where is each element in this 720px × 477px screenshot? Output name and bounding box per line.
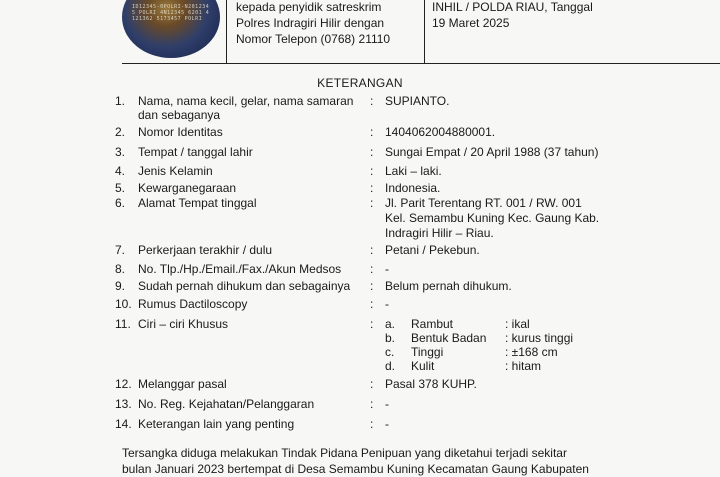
item-value: Petani / Pekebun. [385, 243, 480, 257]
item-colon: : [370, 317, 374, 331]
ciri-key: Tinggi [411, 345, 444, 359]
item-value: Sungai Empat / 20 April 1988 (37 tahun) [385, 145, 599, 159]
ciri-value: : hitam [505, 359, 542, 373]
header-date-line: 19 Maret 2025 [432, 16, 510, 30]
item-colon: : [370, 125, 374, 139]
item-value: Indonesia. [385, 181, 441, 195]
item-colon: : [370, 279, 374, 293]
item-number: 1. [115, 94, 126, 108]
item-colon: : [370, 397, 374, 411]
item-label: Alamat Tempat tinggal [138, 196, 257, 210]
item-label [138, 94, 370, 122]
item-number: 9. [115, 279, 126, 293]
narrative-paragraph [122, 445, 720, 477]
ciri-key: Bentuk Badan [411, 331, 487, 345]
item-number: 6. [115, 196, 126, 210]
item-label: Kewarganegaraan [138, 181, 237, 195]
item-colon: : [370, 196, 374, 210]
header-divider-right [424, 0, 425, 64]
header-place-date-line: INHIL / POLDA RIAU, Tanggal [432, 0, 593, 14]
item-value: - [385, 397, 389, 411]
item-value: 1404062004880001. [385, 125, 496, 139]
item-label-line: dan sebaganya [138, 108, 221, 122]
header-table [0, 0, 720, 64]
item-number: 14. [115, 417, 132, 431]
item-value [385, 196, 615, 241]
item-label: No. Reg. Kejahatan/Pelanggaran [138, 397, 315, 411]
item-colon: : [370, 164, 374, 178]
ciri-key: Rambut [411, 317, 454, 331]
item-label: Melanggar pasal [138, 377, 227, 391]
photo-stamp [122, 0, 220, 58]
item-label: Sudah pernah dihukum dan sebagainya [138, 279, 351, 293]
address-line: Indragiri Hilir – Riau. [385, 226, 494, 240]
item-number: 3. [115, 145, 126, 159]
item-number: 8. [115, 262, 126, 276]
ciri-key: Kulit [411, 359, 435, 373]
item-label: Keterangan lain yang penting [138, 417, 295, 431]
item-number: 5. [115, 181, 126, 195]
address-line: Kel. Semambu Kuning Kec. Gaung Kab. [385, 211, 600, 225]
header-middle-line: Polres Indragiri Hilir dengan [236, 16, 385, 30]
ciri-value: : ±168 cm [505, 345, 558, 359]
paragraph-line: Tersangka diduga melakukan Tindak Pidana Penipuan yang diketahui terjadi sekitar [122, 446, 567, 460]
item-value: - [385, 297, 389, 311]
item-colon: : [370, 262, 374, 276]
item-number: 4. [115, 164, 126, 178]
address-line: Jl. Parit Terentang RT. 001 / RW. 001 [385, 196, 582, 210]
item-value: Laki – laki. [385, 164, 442, 178]
item-value: SUPIANTO. [385, 94, 450, 108]
item-colon: : [370, 181, 374, 195]
item-label: Jenis Kelamin [138, 164, 213, 178]
item-colon: : [370, 417, 374, 431]
item-label: Rumus Dactiloscopy [138, 297, 248, 311]
item-value: Pasal 378 KUHP. [385, 377, 477, 391]
ciri-value: : ikal [505, 317, 530, 331]
item-colon: : [370, 377, 374, 391]
paragraph-line: bulan Januari 2023 bertempat di Desa Semambu Kuning Kecamatan Gaung Kabupaten [122, 462, 589, 476]
item-number: 10. [115, 297, 132, 311]
ciri-letter: b. [385, 331, 396, 345]
ciri-value: : kurus tinggi [505, 331, 574, 345]
item-colon: : [370, 94, 374, 108]
item-label: No. Tlp./Hp./Email./Fax./Akun Medsos [138, 262, 342, 276]
item-colon: : [370, 297, 374, 311]
header-middle-text [236, 0, 422, 47]
item-label: Ciri – ciri Khusus [138, 317, 229, 331]
header-middle-line: kepada penyidik satreskrim [236, 0, 382, 14]
item-label: Nomor Identitas [138, 125, 223, 139]
header-middle-line: Nomor Telepon (0768) 21110 [236, 32, 391, 46]
header-bottom-border [122, 63, 720, 64]
item-label: Perkerjaan terakhir / dulu [138, 243, 273, 257]
item-colon: : [370, 145, 374, 159]
stamp-text: ID12345-0POLRI-N2012345 POLRI 4N12345 6201 4121362 5173457 POLRI [132, 4, 210, 22]
header-right-text [432, 0, 720, 31]
item-value: - [385, 417, 389, 431]
header-divider-left [226, 0, 227, 64]
item-value: Belum pernah dihukum. [385, 279, 512, 293]
ciri-letter: d. [385, 359, 396, 373]
item-label: Tempat / tanggal lahir [138, 145, 253, 159]
item-colon: : [370, 243, 374, 257]
section-title: KETERANGAN [317, 76, 403, 90]
item-number: 11. [115, 317, 131, 331]
item-number: 2. [115, 125, 126, 139]
item-number: 13. [115, 397, 132, 411]
ciri-letter: a. [385, 317, 396, 331]
item-value: - [385, 262, 389, 276]
item-label-line: Nama, nama kecil, gelar, nama samaran [138, 94, 354, 108]
ciri-letter: c. [385, 345, 395, 359]
item-number: 12. [115, 377, 132, 391]
item-number: 7. [115, 243, 126, 257]
